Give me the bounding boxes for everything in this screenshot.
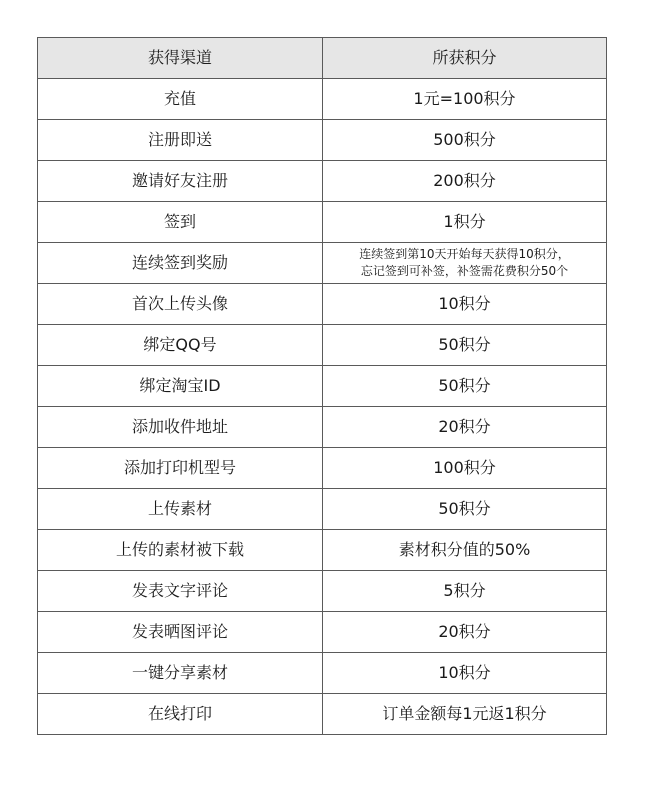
table-row [38, 202, 607, 243]
channel-cell: 一键分享素材 [38, 653, 323, 694]
channel-cell: 添加收件地址 [38, 407, 323, 448]
header-channel: 获得渠道 [38, 38, 323, 79]
points-cell: 1积分 [323, 202, 607, 243]
table-row [38, 612, 607, 653]
points-cell: 50积分 [323, 366, 607, 407]
points-cell: 10积分 [323, 284, 607, 325]
points-cell: 20积分 [323, 612, 607, 653]
channel-cell: 上传的素材被下载 [38, 530, 323, 571]
table-row [38, 161, 607, 202]
table-row [38, 243, 607, 284]
channel-cell: 发表文字评论 [38, 571, 323, 612]
channel-cell: 在线打印 [38, 694, 323, 735]
table-row [38, 448, 607, 489]
table-row [38, 694, 607, 735]
channel-cell: 注册即送 [38, 120, 323, 161]
channel-cell: 发表晒图评论 [38, 612, 323, 653]
table-row [38, 571, 607, 612]
table-row [38, 120, 607, 161]
table-row [38, 366, 607, 407]
header-points: 所获积分 [323, 38, 607, 79]
points-cell: 10积分 [323, 653, 607, 694]
channel-cell: 签到 [38, 202, 323, 243]
points-cell: 1元=100积分 [323, 79, 607, 120]
table-row [38, 79, 607, 120]
points-table [37, 37, 607, 735]
points-cell [323, 243, 607, 284]
table-row [38, 489, 607, 530]
points-cell: 50积分 [323, 325, 607, 366]
table-row [38, 530, 607, 571]
channel-cell: 邀请好友注册 [38, 161, 323, 202]
table-row [38, 653, 607, 694]
points-cell: 5积分 [323, 571, 607, 612]
points-line: 连续签到第10天开始每天获得10积分， [359, 247, 570, 261]
channel-cell: 绑定淘宝ID [38, 366, 323, 407]
table-row [38, 284, 607, 325]
points-cell: 20积分 [323, 407, 607, 448]
table-header [38, 38, 607, 79]
points-cell: 素材积分值的50% [323, 530, 607, 571]
channel-cell: 充值 [38, 79, 323, 120]
points-cell: 200积分 [323, 161, 607, 202]
points-cell: 500积分 [323, 120, 607, 161]
table-row [38, 407, 607, 448]
channel-cell: 绑定QQ号 [38, 325, 323, 366]
points-cell: 订单金额每1元返1积分 [323, 694, 607, 735]
points-cell: 100积分 [323, 448, 607, 489]
points-line: 忘记签到可补签，补签需花费积分50个 [360, 264, 569, 278]
table-body [38, 79, 607, 735]
channel-cell: 上传素材 [38, 489, 323, 530]
channel-cell: 首次上传头像 [38, 284, 323, 325]
points-cell: 50积分 [323, 489, 607, 530]
table-row [38, 325, 607, 366]
channel-cell: 添加打印机型号 [38, 448, 323, 489]
header-row [38, 38, 607, 79]
channel-cell: 连续签到奖励 [38, 243, 323, 284]
